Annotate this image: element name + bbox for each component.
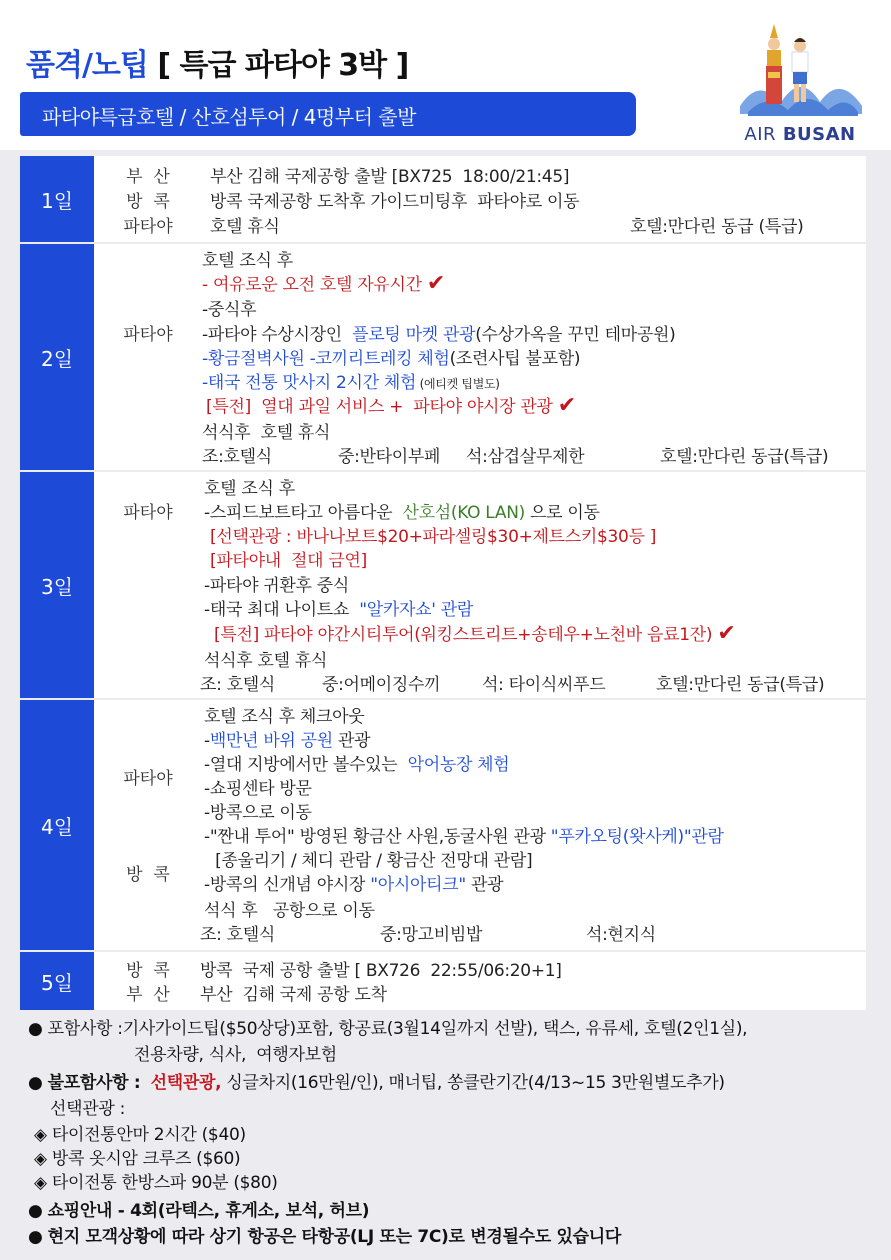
day-label: 4일 (20, 700, 94, 950)
optional-text: 타이전통 한방스파 90분 ($80) (51, 1173, 278, 1193)
schedule-line: [선택관광 : 바나나보트$20+파라셀링$30+제트스키$30등 ] (210, 527, 657, 547)
schedule-line (204, 726, 370, 751)
optional-text: 타이전통안마 2시간 ($40) (51, 1125, 246, 1145)
optional-item (34, 1168, 278, 1193)
schedule-line (214, 620, 735, 646)
location: 방 콕 (126, 961, 170, 981)
meal-info: 조: 호텔식 (200, 675, 276, 695)
location: 파타야 (123, 325, 173, 345)
schedule-line (202, 344, 580, 369)
header (0, 0, 891, 150)
schedule-line: 석식후 호텔 휴식 (202, 423, 331, 443)
text: - (204, 731, 210, 751)
subtitle: 파타야특급호텔 / 산호섬투어 / 4명부터 출발 (42, 105, 416, 129)
day-row-3 (20, 472, 866, 698)
day-row-2 (20, 244, 866, 470)
page-title (26, 40, 408, 84)
meal-info: 석:현지식 (586, 925, 656, 945)
optional-label: 선택관광 : (50, 1099, 126, 1119)
text: 관광 (465, 875, 504, 895)
highlight-text: 악어농장 체험 (407, 755, 510, 775)
schedule-line (204, 595, 473, 620)
meal-info: 조: 호텔식 (200, 925, 276, 945)
day-row-5 (20, 952, 866, 1010)
check-icon: ✔ (557, 393, 576, 418)
airline-note (28, 1222, 621, 1247)
text: -방콕의 신개념 야시장 (204, 875, 371, 895)
schedule-line: 호텔 조식 후 체크아웃 (204, 707, 365, 727)
subtitle-bar (20, 92, 636, 136)
text: -파타야 수상시장인 (202, 325, 353, 345)
day-row-4 (20, 700, 866, 950)
schedule-line: -방콕으로 이동 (204, 803, 312, 823)
location: 부 산 (126, 985, 170, 1005)
meal-info: 석: 타이식씨푸드 (482, 675, 606, 695)
text: 으로 이동 (524, 503, 600, 523)
schedule-line (202, 320, 675, 345)
schedule-line: -쇼핑센타 방문 (204, 779, 312, 799)
itinerary-section (0, 150, 891, 1260)
highlight-text: "아시아티크" (370, 875, 466, 895)
schedule-line (204, 822, 724, 847)
logo-text (730, 124, 870, 145)
schedule-line: 부산 김해 국제공항 출발 [BX725 18:00/21:45] (210, 167, 570, 187)
schedule-line: 부산 김해 국제 공항 도착 (200, 985, 387, 1005)
shopping-line (28, 1196, 369, 1221)
text: 관광 (332, 731, 371, 751)
text: -스피드보트타고 아름다운 (204, 503, 403, 523)
check-icon: ✔ (426, 271, 445, 296)
schedule-line (202, 270, 445, 296)
excludes-highlight: 선택관광, (150, 1073, 222, 1093)
schedule-line (202, 368, 500, 393)
hotel-info: 호텔:만다린 동급(특급) (656, 675, 825, 695)
schedule-line: 방콕 국제 공항 출발 [ BX726 22:55/06:20+1] (200, 961, 562, 981)
includes-line (28, 1014, 747, 1039)
schedule-line: 석식후 호텔 휴식 (204, 651, 328, 671)
free-time-text: - 여유로운 오전 호텔 자유시간 (202, 275, 422, 295)
excludes-label: 불포함사항 : (47, 1073, 141, 1093)
highlight-text: "푸카오팅(왓사케)"관람 (550, 827, 724, 847)
location: 파타야 (123, 217, 173, 237)
includes-line-2: 전용차량, 식사, 여행자보험 (134, 1045, 337, 1065)
special-text: [특전] 열대 과일 서비스 + 파타야 야시장 관광 (206, 397, 553, 417)
highlight-text: "알카자쇼' 관람 (359, 600, 473, 620)
schedule-line: 호텔 휴식 (210, 217, 280, 237)
excludes-line (28, 1068, 725, 1093)
day-label: 1일 (20, 156, 94, 242)
text: (조련사팁 불포함) (449, 349, 581, 369)
hotel-info: 호텔:만다린 동급 (특급) (630, 217, 804, 237)
hotel-info: 호텔:만다린 동급(특급) (660, 447, 829, 467)
includes-label: 포함사항 : (47, 1019, 123, 1039)
schedule-line: [종울리기 / 체디 관람 / 황금산 전망대 관람] (210, 851, 533, 871)
day-label: 5일 (20, 952, 94, 1010)
meal-info: 조:호텔식 (202, 447, 272, 467)
title-main: 품격/노팁 (26, 48, 148, 83)
diamond-icon: ◈ (34, 1173, 47, 1193)
bullet-icon: ● (28, 1227, 43, 1247)
optional-item (34, 1120, 246, 1145)
bullet-icon: ● (28, 1073, 43, 1093)
diamond-icon: ◈ (34, 1149, 47, 1169)
schedule-line: 호텔 조식 후 (202, 251, 293, 271)
highlight-text: -황금절벽사원 -코끼리트레킹 체험 (202, 349, 450, 369)
location: 파타야 (123, 769, 173, 789)
meal-info: 중:망고비빔밥 (380, 925, 483, 945)
schedule-line: -중식후 (202, 300, 257, 320)
check-icon: ✔ (717, 621, 736, 646)
schedule-line (206, 392, 576, 418)
airline-text: 현지 모객상황에 따라 상기 항공은 타항공(LJ 또는 7C)로 변경될수도 있습니다 (47, 1227, 621, 1247)
day-label: 3일 (20, 472, 94, 698)
text: -"짠내 투어" 방영된 황금산 사원,동굴사원 관광 (204, 827, 551, 847)
highlight-text: -태국 전통 맛사지 2시간 체험 (202, 373, 417, 393)
text: -열대 지방에서만 볼수있는 (204, 755, 408, 775)
schedule-line (204, 498, 600, 523)
schedule-line (204, 750, 509, 775)
location: 파타야 (123, 503, 173, 523)
shopping-text: 쇼핑안내 - 4회(라텍스, 휴게소, 보석, 허브) (47, 1201, 370, 1221)
diamond-icon: ◈ (34, 1125, 47, 1145)
optional-item (34, 1144, 240, 1169)
schedule-line: 호텔 조식 후 (204, 479, 295, 499)
schedule-line: -파타야 귀환후 중식 (204, 576, 350, 596)
logo-air: AIR (744, 124, 777, 145)
bullet-icon: ● (28, 1201, 43, 1221)
logo-busan: BUSAN (782, 124, 856, 145)
meal-info: 중:반타이부페 (338, 447, 441, 467)
day-label: 2일 (20, 244, 94, 470)
small-note: (에티켓 팁별도) (416, 377, 500, 391)
schedule-line: 방콕 국제공항 도착후 가이드미팅후 파타야로 이동 (210, 192, 580, 212)
meal-info: 석:삼겹살무제한 (466, 447, 585, 467)
text: -태국 최대 나이트쇼 (204, 600, 360, 620)
highlight-text: 백만년 바위 공원 (209, 731, 333, 751)
thai-couple-illustration (730, 16, 870, 124)
title-bracket: [ 특급 파타야 3박 ] (157, 48, 409, 83)
optional-text: 방콕 옷시암 크루즈 ($60) (51, 1149, 241, 1169)
location: 방 콕 (126, 865, 170, 885)
location: 방 콕 (126, 192, 170, 212)
text: (수상가옥을 꾸민 테마공원) (475, 325, 676, 345)
excludes-text: 싱글차지(16만원/인), 매너팁, 쏭클란기간(4/13~15 3만원별도추가) (221, 1073, 725, 1093)
highlight-text: 플로팅 마켓 관광 (352, 325, 476, 345)
bullet-icon: ● (28, 1019, 43, 1039)
meal-info: 중:어메이징수끼 (322, 675, 441, 695)
air-busan-logo (730, 16, 870, 146)
includes-text: 기사가이드팁($50상당)포함, 항공료(3월14일까지 선발), 택스, 유류세, 호텔(2인1실), (122, 1019, 748, 1039)
day-row-1 (20, 156, 866, 242)
special-text: [특전] 파타야 야간시티투어(워킹스트리트+송테우+노천바 음료1잔) (214, 625, 713, 645)
location: 부 산 (126, 167, 170, 187)
highlight-text: 산호섬(KO LAN) (402, 503, 525, 523)
schedule-line: 석식 후 공항으로 이동 (204, 901, 375, 921)
schedule-line (204, 870, 503, 895)
schedule-line: [파타야내 절대 금연] (210, 551, 367, 571)
